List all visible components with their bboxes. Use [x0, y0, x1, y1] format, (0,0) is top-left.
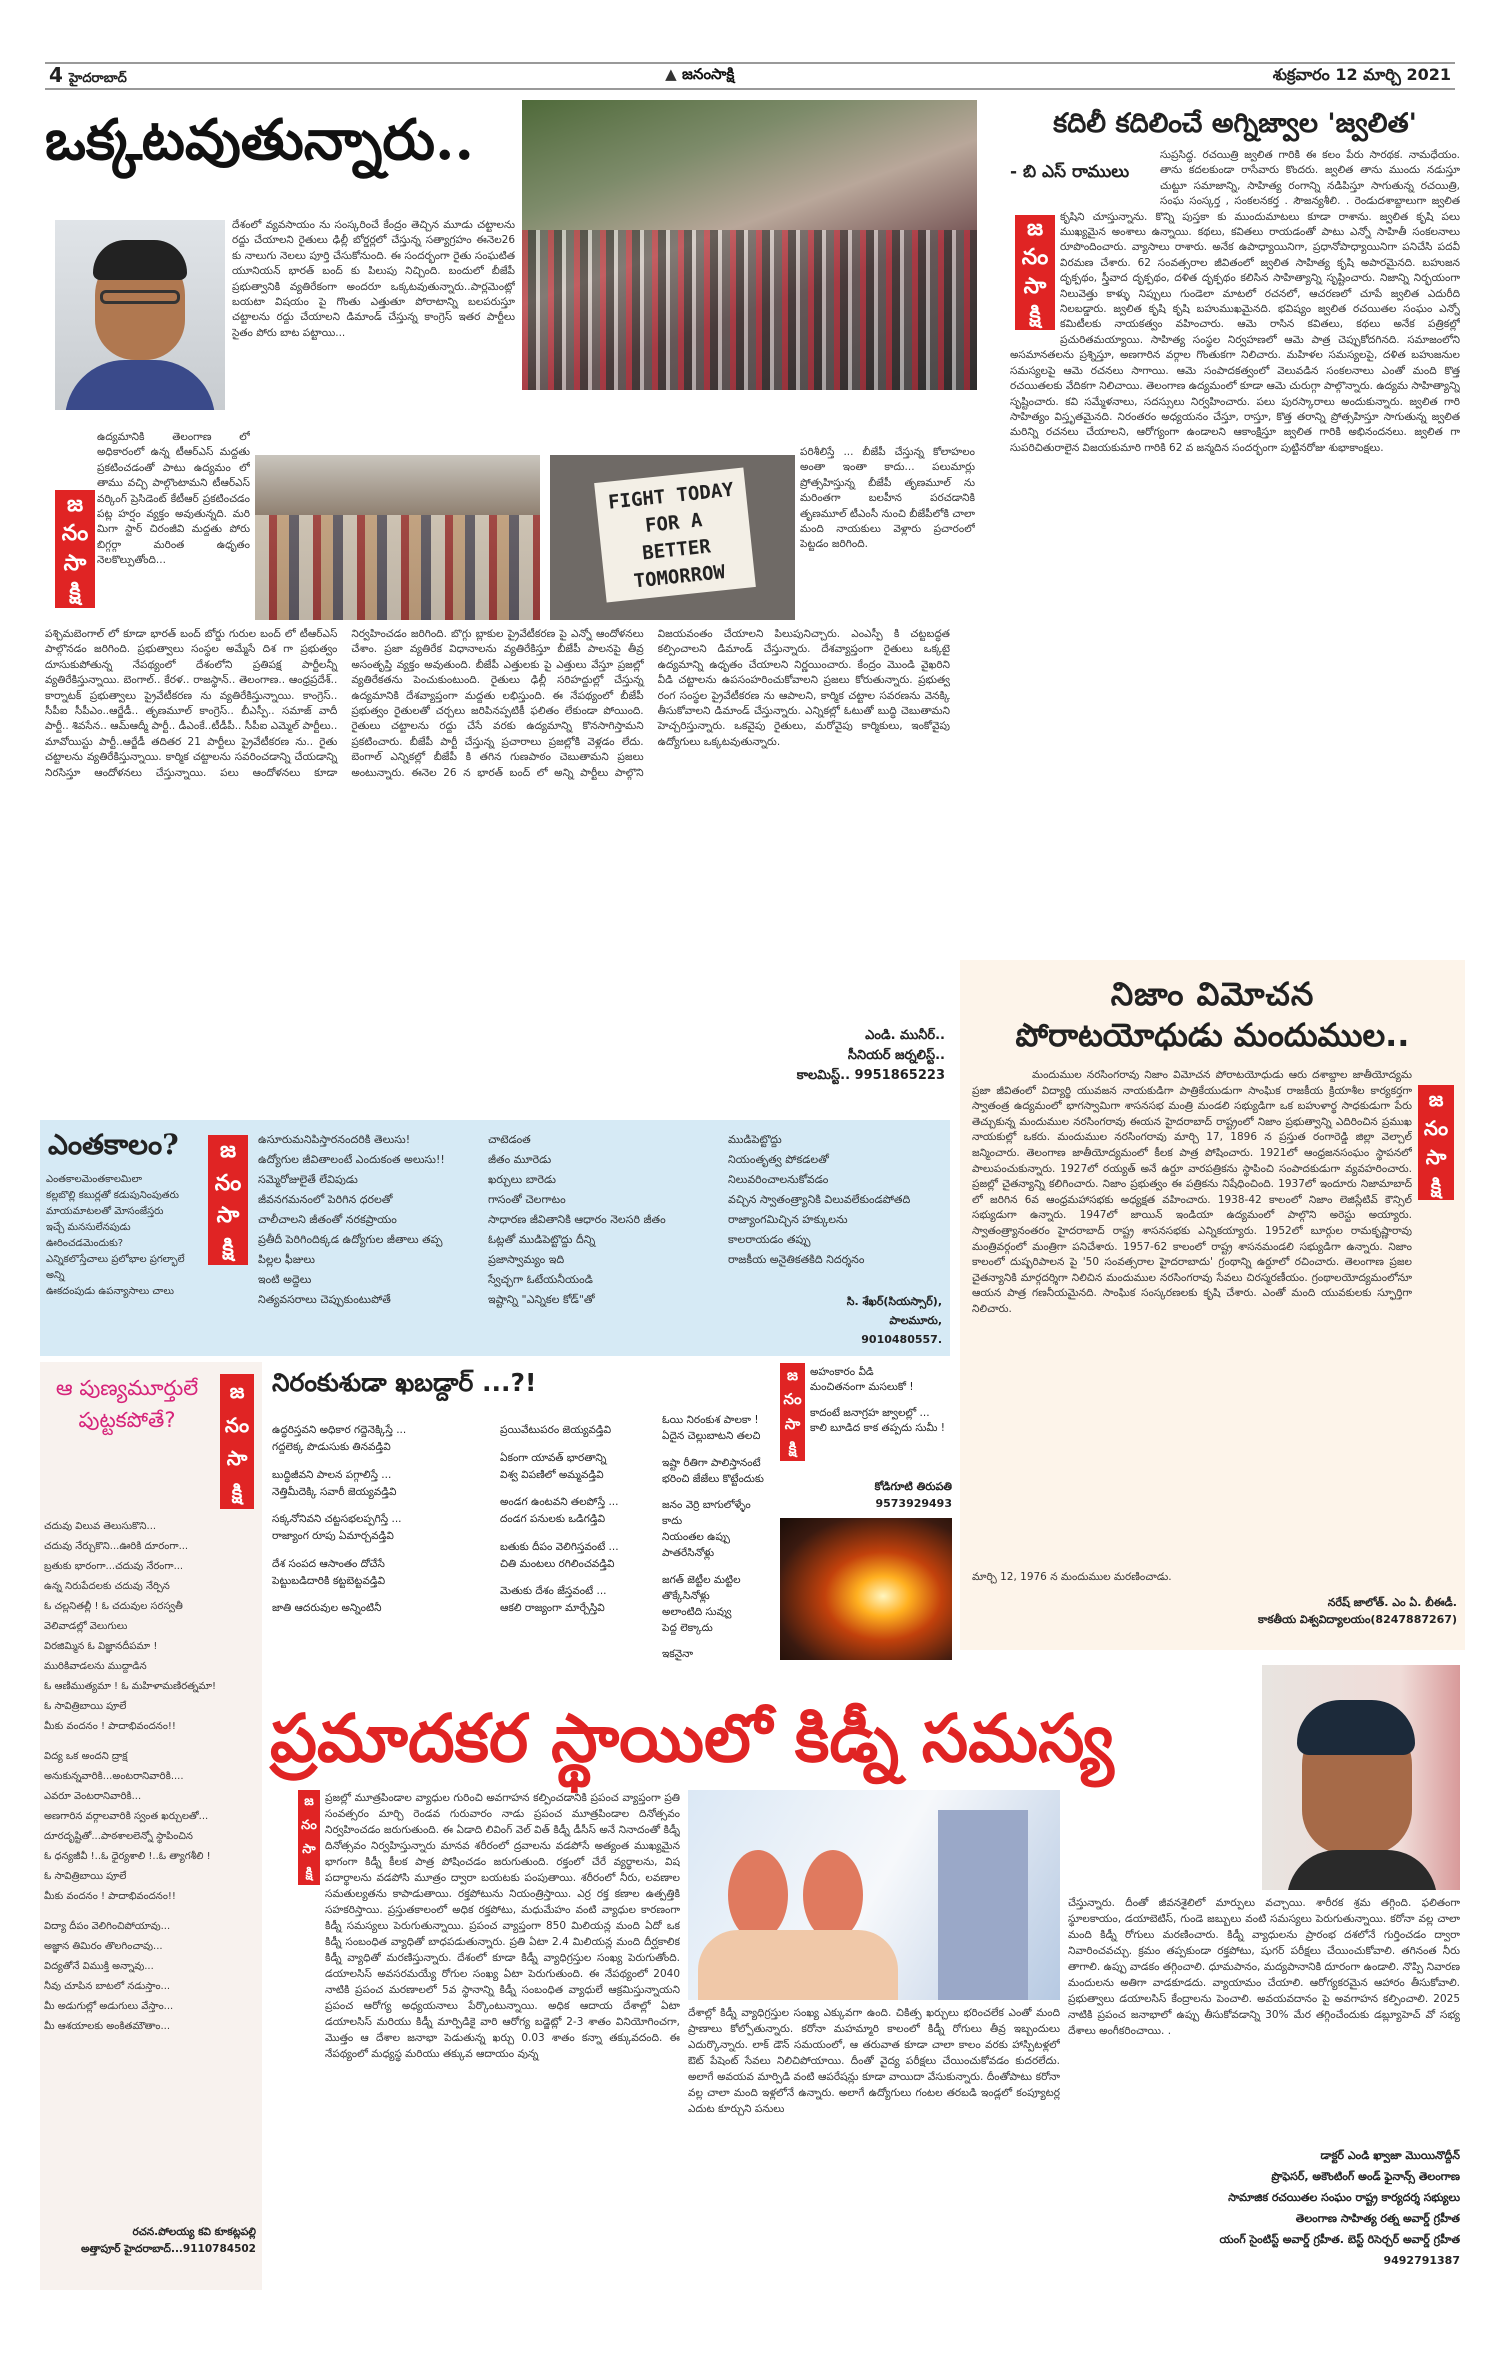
poem-line: అణగారిన వర్గాలవారికి స్వంత ఖర్చులతో... [44, 1811, 209, 1822]
poem-nirankusuda-title: నిరంకుశుడా ఖబడ్దార్ ...?! [272, 1368, 537, 1397]
protesting-women-photo [255, 455, 540, 620]
jwalitha-byline: - బి ఎస్ రాములు [1010, 162, 1130, 182]
poem-line [44, 1737, 259, 1747]
protest-sign-photo [550, 455, 795, 620]
author-photo [55, 220, 225, 410]
poem-line: విరజిమ్మిన ఓ విజ్ఞానదీపమా ! [44, 1641, 158, 1652]
poem-line [272, 1501, 494, 1512]
poem-line: మీ అడుగుల్లో అడుగులు వేస్తాం... [44, 2001, 174, 2012]
poem-line: ఉద్ధరిస్తవని అధికార గద్దెనెక్కిస్తే ... [272, 1424, 407, 1436]
poem-enthakalam-col3: చాటెడంత జీతం మూరెడు ఖర్చులు బారెడు గాసంతో చెలగాటం సాధారణ జీవితానికి ఆధారం నెలసరి జీతం ఓట్లతో ముడిపెట్టొద్దు దీన్ని ప్రజాస్వామ్యం ఇది స్వేచ్ఛగా ఓటేయనీయండి ఇష్టాన్ని "ఎన్నికల కోడ్"తో [488, 1133, 666, 1306]
poem-line: అహంకారం వీడి [810, 1366, 874, 1378]
poem-line: వెలివాడల్లో వెలుగులు [44, 1621, 128, 1632]
poem-nirankusuda-signature: కోడిగూటి తిరుపతి 9573929493 [874, 1480, 952, 1510]
poem-line: బతుకు దీపం వెలిగిస్తవంటే ... [500, 1540, 619, 1553]
poem-line: మీకు వందనం ! పాదాభివందనం!! [44, 1891, 176, 1902]
poem-punyamurthule-signature: రచన.పోలయ్య కవి కూకట్లపల్లి అత్తాపూర్ హైదరాబాద్...9110784502 [81, 2226, 256, 2255]
poem-line [272, 1456, 494, 1467]
poem-line: కాలి బూడిద కాక తప్పదు సుమీ ! [810, 1421, 946, 1434]
masthead-logo-icon: ▲ [665, 65, 677, 83]
poem-line: పెద్ద లెక్కాదు [662, 1621, 713, 1634]
poem-line [662, 1487, 774, 1498]
janam-sakshi-tag: జ నం సా క్షి [1418, 1085, 1454, 1200]
poem-enthakalam-title: ఎంతకాలం? [48, 1128, 179, 1161]
issue-date: శుక్రవారం 12 మార్చి 2021 [1272, 64, 1451, 84]
farmers-body-intro: దేశంలో వ్యవసాయం ను సంస్కరించే కేంద్రం తెచ్చిన మూడు చట్టాలను రద్దు చేయాలని రైతులు ఢిల్లీ బోర్డర్లలో చేస్తున్న సత్యాగ్రహం ఈనెల26 కు నాలుగు నెలలు పూర్తి చేసుకోనుంది. ఈ సందర్భంగా రైతు సంఘటిత యూనియన్ భారత్ బంద్ కు పిలుపు నిచ్చింది. బందులో బీజేపీ ప్రభుత్వానికి వ్యతిరేకంగా అందరూ ఒక్కటవుతున్నారు..పార్లమెంట్లో బయటా విషయం పై గొంతు ఎత్తుతూ పోరాటాన్ని బలపరుస్తూ చట్టాలను రద్దు చేయాలని డిమాండ్ చేస్తున్న కాంగ్రెస్ ఇతర పార్టీలు సైతం పోరు బాట పట్టాయి... [232, 219, 515, 339]
janam-sakshi-tag: జ నం సా క్షి [220, 1374, 254, 1509]
poem-line: ఇకనైనా [662, 1648, 693, 1660]
poem-line: పెట్టుబడిదారికి కట్టబెట్టవడ్తివి [272, 1574, 386, 1587]
poem-line: ఓ ఆణిముత్యమా ! ఓ మహిళామణిరత్నమా! [44, 1681, 217, 1692]
kidney-illustration [688, 1790, 1060, 2000]
poem-line: తొక్కేసినోళ్లు [662, 1589, 710, 1602]
nizam-headline-line1: నిజాం విమోచన [1110, 975, 1315, 1013]
poem-line: మంచితనంగా మసలుకో ! [810, 1381, 914, 1393]
protest-fire-photo [780, 1518, 952, 1660]
bike-rally-photo [522, 100, 977, 390]
masthead [665, 65, 734, 87]
poem-line: దండగ పనులకు ఒడిగడ్తివి [500, 1513, 606, 1525]
poem-line [272, 1545, 494, 1556]
poem-punyamurthule-title: ఆ పుణ్యమూర్తులే పుట్టకపోతే? [55, 1376, 199, 1432]
poem-line [44, 1907, 259, 1917]
poem-line: బుద్ధిజీవని పాలన పగ్గాలిస్తే ... [272, 1468, 392, 1481]
poem-line: చదువు విలువ తెలుసుకొని... [44, 1521, 157, 1532]
jwalitha-body-wrap [1010, 148, 1460, 943]
poem-line: బ్రతుకు భారంగా...చదువు నేరంగా... [44, 1561, 184, 1572]
poem-enthakalam-col4: ముడిపెట్టొద్దు నియంతృత్వ పోకడలతో నిలువరించాలనుకోవడం వచ్చిన స్వాతంత్ర్యానికి విలువలేకుండపోతది రాజ్యాంగమిచ్చిన హక్కులను కాలరాయడం తప్పు రాజకీయ అనైతికతకిది నిదర్శనం [728, 1133, 911, 1266]
poem-enthakalam-signature: సి. శేఖర్(సియస్సార్), పాలమూరు, 9010480557. [846, 1295, 942, 1346]
poem-line: ఏకంగా యావత్ భారతాన్ని [500, 1451, 607, 1464]
byline-spacer [1010, 148, 1160, 206]
poem-line [500, 1573, 655, 1584]
farmers-body-main: పశ్చిమబెంగాల్ లో కూడా భారత్ బంద్ బోర్డు గురుల బంద్ లో టీఆర్ఎస్ పాల్గొనడం జరిగింది. ప్రభుత్వాలు సంస్థల అమ్మేసే దిశ గా ప్రభుత్వం దూసుకుపోతున్న నేపథ్యంలో దేశంలోని ప్రతిపక్ష పార్టీలన్నీ వ్యతిరేకిస్తున్నాయి. బెంగాల్.. కేరళ.. రాజస్థాన్.. తెలంగాణ.. ఆంధ్రప్రదేశ్.. కార్నాటక్ ప్రభుత్వాలు ప్రైవేటీకరణ ను వ్యతిరేకిస్తున్నాయి. కాంగ్రెస్.. సీపీఐ సీపీఎం..ఆర్జేడీ.. తృణమూల్ కాంగ్రెస్.. బీఎస్పీ.. సమాజ్ వాదీ పార్టీ.. శివసేన.. ఆమ్ఆద్మీ పార్టీ.. డీఎంకే..టీడీపీ.. సీపీఐ ఎమ్మెల్ పార్టీలు.. మావోయిస్టు పార్టీ..ఆర్జేడీ తదితర 21 పార్టీలు ప్రైవేటీకరణ ను.. రైతు చట్టాలను వ్యతిరేకిస్తున్నాయి. కార్మిక చట్టాలను సవరించడాన్ని చేయడాన్ని నిరసిస్తూ ఆందోళనలు చేస్తున్నాయి. పలు ఆందోళనలు కూడా నిర్వహించడం జరిగింది. బొగ్గు బ్లాకుల ప్రైవేటీకరణ పై ఎన్నో ఆందోళనలు చేశాం. ప్రజా వ్యతిరేక విధానాలను వ్యతిరేకిస్తూ బీజేపీ పాలనపై తీవ్ర అసంతృప్తి వ్యక్తం అవుతుంది. బీజేపీ ఎత్తులకు పై ఎత్తులు వేస్తూ ప్రజల్లో వ్యతిరేకతను పెంచుకుంటుంది. రైతులు ఢిల్లీ సరిహద్దుల్లో చేస్తున్న ఉద్యమానికి దేశవ్యాప్తంగా మద్దతు లభిస్తుంది. ఈ నేపథ్యంలో బీజేపీ ప్రభుత్వం రైతులతో చర్చలు జరిపినప్పటికీ ఫలితం లేకుండా పోయింది. రైతులు చట్టాలను రద్దు చేసే వరకు ఉద్యమాన్ని కొనసాగిస్తామని ప్రకటించారు. బీజేపీ పార్టీ చేస్తున్న ప్రచారాలు ప్రజల్లోకి వెళ్లడం లేదు. బెంగాల్ ఎన్నికల్లో బీజేపీ కి తగిన గుణపాఠం చెబుతామని ప్రజలు అంటున్నారు. ఈనెల 26 న భారత్ బంద్ లో అన్ని పార్టీలు పాల్గొని విజయవంతం చేయాలని పిలుపునిచ్చారు. ఎంఎస్పీ కి చట్టబద్ధత కల్పించాలని డిమాండ్ చేస్తున్నారు. దేశవ్యాప్తంగా రైతులు ఒక్కటై ఉద్యమాన్ని ఉధృతం చేయాలని నిర్ణయించారు. కేంద్రం మొండి వైఖరిని వీడి చట్టాలను ఉపసంహరించుకోవాలని ప్రజలు కోరుతున్నారు. ప్రభుత్వ రంగ సంస్థల ప్రైవేటీకరణ ను ఆపాలని, కార్మిక చట్టాల సవరణను వెనక్కి తీసుకోవాలని డిమాండ్ చేస్తున్నారు. ఎన్నికల్లో ఓటుతో బుద్ధి చెబుతామని హెచ్చరిస్తున్నారు. ఒకవైపు రైతులు, మరోవైపు కార్మికులు, ఇంకోవైపు ఉద్యోగులు ఒక్కటవుతున్నారు. [45, 628, 950, 779]
farmers-body-bengal: పరిశీలిస్తే ... బీజేపీ చేస్తున్న కోలాహలం అంతా ఇంతా కాదు... పలుమార్లు ప్రోత్సహిస్తున్న బీజేపీ తృణమూల్ ను మరింతగా బలహీన పరచడానికి తృణమూల్ టీఎంసీ నుంచి బీజేపీలోకి చాలా మంది నాయకులు వెళ్లారు ప్రచారంలో పెట్టడం జరిగింది. [800, 446, 975, 551]
poem-line: మెతుకు దేశం జేస్తవంటే ... [500, 1585, 607, 1597]
poem-line: నీవు చూపిన బాటలో నడుస్తాం... [44, 1981, 171, 1992]
poem-line: అనుకున్నవారికి...అంటరానివారికి.... [44, 1771, 184, 1782]
farmers-headline: ఒక్కటవుతున్నారు.. [45, 107, 474, 173]
masthead-name: జనంసాక్షి [681, 65, 735, 83]
janam-sakshi-tag: జ నం సా క్షి [780, 1363, 805, 1461]
poem-line: రాజ్యాంగ రూపు ఏమార్చవడ్తివి [272, 1530, 394, 1542]
poem-line: పాతరేసినోళ్లు [662, 1547, 715, 1559]
poem-line: ఓ ధన్యజీవీ !..ఓ ధైర్యశాలి !..ఓ త్యాగశీలి ! [44, 1851, 211, 1862]
janam-sakshi-tag: జ నం సా క్షి [208, 1135, 248, 1265]
kidney-body-col2: దేశాల్లో కిడ్నీ వ్యాధిగ్రస్తుల సంఖ్య ఎక్కువగా ఉంది. చికిత్స ఖర్చులు భరించలేక ఎంతో మంది ప్రాణాలు కోల్పోతున్నారు. కరోనా మహమ్మారి కాలంలో కిడ్నీ రోగులు తీవ్ర ఇబ్బందులు ఎదుర్కొన్నారు. లాక్ డౌన్ సమయంలో, ఆ తరువాత కూడా చాలా కాలం వరకు హాస్పిటళ్లలో ఔట్ పేషెంట్ సేవలు నిలిచిపోయాయి. దీంతో వైద్య పరీక్షలు చేయించుకోవడం కుదరలేదు. అలాగే అవయవ మార్పిడి వంటి ఆపరేషన్లు కూడా వాయిదా వేసుకున్నారు. దీంతోపాటు కరోనా వల్ల చాలా మంది ఇళ్లలోనే ఉన్నారు. అలాగే ఉద్యోగులు గంటల తరబడి ఇండ్లలో కంప్యూటర్ల ఎదుట కూర్చుని పనులు [688, 2007, 1060, 2115]
poem-line: చితి మంటలు రగిలించవడ్తివి [500, 1557, 615, 1570]
poem-nirankusuda-col3 [662, 1412, 774, 1662]
poem-line [272, 1590, 494, 1601]
poem-line: ఓ సావిత్రిబాయి పూలే [44, 1871, 127, 1882]
poem-line: మీ ఆశయాలకు అంకితమౌతాం... [44, 2021, 171, 2032]
poem-line: అలాంటిది సువ్వు [662, 1605, 732, 1618]
jwalitha-headline: కదిలీ కదిలించే అగ్నిజ్వాల 'జ్వలిత' [1053, 108, 1417, 139]
poem-line: ఎవరూ వెంటరానివారికి... [44, 1791, 142, 1802]
poem-line: జాతి ఆదరువుల అన్నింటినీ [272, 1602, 382, 1614]
jwalitha-body: సుప్రసిద్ధ. రచయిత్రి జ్వలిత గారికి ఈ కలం పేరు సారథక. నామధేయం. తాను కదలకుండా రాసేవారు కొందరు. జ్వలిత తాను ముందు నడుస్తూ చుట్టూ సమాజాన్ని, సాహిత్య రంగాన్ని నడిపిస్తూ సాగుతున్న రచయిత్రి, సంఘ సంస్కర్త , సంకలనకర్త . సౌజన్యశీలి. . రెండుదశాబ్దాలుగా జ్వలిత కృషిని చూస్తున్నాను. కొన్ని పుస్తకా కు ముందుమాటలు కూడా రాశాను. జ్వలిత కృషి పలు ముఖ్యమైన అంశాలు ఉన్నాయి. కథలు, కవితలు రాయడంతో పాటు ఎన్నో సాహితీ సంకలనాలు రూపొందించారు. వ్యాసాలు రాశారు. అనేక ఉపాధ్యాయినిగా, ప్రధానోపాధ్యాయినిగా పనిచేసి పదవీ విరమణ చేశారు. 62 సంవత్సరాల జీవితంలో జ్వలిత సాహిత్య కృషి అపారమైనది. బహుజన దృక్పథం, స్త్రీవాద దృక్పథం, దళిత దృక్పథం కలిసిన సాహిత్యాన్ని సృష్టించారు. నిజాన్ని నిర్భయంగా నిలువెత్తు కాళ్ళు నిప్పులు గుండెలా మాటలో రచనలో, ఆచరణలో చూపే జ్వలిత ఎదురీది నిలబడ్డారు. జ్వలిత కృషి కృషి బహుముఖమైనది. భవిష్యం జ్వలిత రచయితల సంఘం ఎన్నో కమిటీలకు నాయకత్వం వహించారు. ఆమె రాసిన కవితలు, కథలు అనేక పత్రికల్లో ప్రచురితమయ్యాయి. సాహిత్య సంస్థల నిర్వహణలో ఆమె పాత్ర చెప్పుకోదగినది. సమాజంలోని అసమానతలను ప్రశ్నిస్తూ, అణగారిన వర్గాల గొంతుకగా నిలిచారు. మహిళల సమస్యలపై, దళిత బహుజనుల సమస్యలపై ఆమె రచనలు సాగాయి. ఆమె సంపాదకత్వంలో వెలువడిన సంకలనాలు ఎంతో మంది కొత్త రచయితలకు వేదికగా నిలిచాయి. తెలంగాణ ఉద్యమంలో కూడా ఆమె చురుగ్గా పాల్గొన్నారు. ఉద్యమ సాహిత్యాన్ని సృష్టించారు. కవి సమ్మేళనాలు, సదస్సులు నిర్వహించారు. పలు పురస్కారాలు అందుకున్నారు. జ్వలిత గారి సాహిత్యం విస్తృతమైనది. నిరంతరం అధ్యయనం చేస్తూ, రాస్తూ, కొత్త తరాన్ని ప్రోత్సహిస్తూ సాగుతున్న జ్వలిత మరిన్ని రచనలు చేయాలని, ఆరోగ్యంగా ఉండాలని ఆకాంక్షిస్తూ జ్వలిత గారికి అభినందనలు. జ్వలిత గా సుపరిచితురాలైన విజయకుమారి గారికి 62 వ జన్మదిన సందర్భంగా పుట్టినరోజు శుభాకాంక్షలు. [1010, 149, 1460, 454]
nizam-article-box [960, 960, 1465, 1650]
poem-nirankusuda-col1 [272, 1422, 494, 1617]
author-photo [1262, 1665, 1460, 1890]
poem-line: మీకు వందనం ! పాదాభివందనం!! [44, 1721, 176, 1732]
poem-enthakalam-col1: ఎంతకాలమెంతకాలమిలా కల్లబొల్లి కబుర్లతో కడుపునింపుతరు మాయమాటలతో మోసంజేస్తరు ఇచ్చే మనసులేనపుడు ఊరించడమెందుకు? ఎన్నికలొస్తేచాలు ప్రలోభాల ప్రగల్భాలే అన్ని ఊకదంపుడు ఉపన్యాసాలు చాలు [46, 1174, 185, 1297]
poem-enthakalam-col2: ఉసూరుమనిపిస్తారనందరికి తెలుసు! ఉద్యోగుల జీవితాలంటే ఎందుకంత అలుసు!! సమ్మెరోజులైతే లేవిపుడు జీవనగమనంలో పెరిగిన ధరలతో చాలీచాలని జీతంతో నరకప్రాయం ప్రతీదీ పెరిగిందిక్కడ ఉద్యోగుల జీతాలు తప్ప పిల్లల ఫీజులు ఇంటి అద్దెలు నిత్యవసరాలు చెప్పుకుంటుపోతే [258, 1133, 445, 1306]
poem-punyamurthule-lines [44, 1517, 259, 2037]
poem-line [662, 1636, 774, 1647]
kidney-signature: డాక్టర్ ఎండి ఖ్వాజా మొయినొద్దీన్ ప్రొఫెసర్, అకౌంటింగ్ అండ్ ఫైనాన్స్ తెలంగాణ సామాజిక రచయితల సంఘం రాష్ట్ర కార్యదర్శ సభ్యులు తెలంగాణ సాహిత్య రత్న అవార్డ్ గ్రహీత యంగ్ సైంటిస్ట్ అవార్డ్ గ్రహీత. బెస్ట్ రిసెర్చర్ అవార్డ్ గ్రహీత 9492791387 [1219, 2149, 1460, 2267]
nizam-headline-line2: పోరాటయోధుడు మందుముల.. [1015, 1016, 1410, 1054]
farmers-body-support: ఉద్యమానికి తెలంగాణ లో అధికారంలో ఉన్న టీఆర్ఎస్ మద్దతు ప్రకటించడంతో పాటు ఉద్యమం లో తాము వచ్చి పాల్గొంటామని టీఆర్ఎస్ వర్కింగ్ ప్రెసిడెంట్ కేటీఆర్ ప్రకటించడం పట్ల హర్షం వ్యక్తం అవుతున్నది. మరి మిగా స్టార్ చిరంజీవి మద్దతు పోరు బిగ్గర్గా మరింత ఉధృతం నెలకొల్పుతోంది... [97, 431, 250, 567]
poem-line [500, 1439, 655, 1450]
janam-sakshi-tag: జ నం సా క్షి [298, 1790, 320, 1885]
page-header [45, 62, 1455, 90]
poem-line [662, 1561, 774, 1572]
poem-line [810, 1395, 952, 1406]
poem-line: దేశ సంపద ఆసాంతం దోచేసే [272, 1557, 385, 1570]
poem-line: నియంతల ఉప్పు [662, 1531, 730, 1543]
poem-line: ఉన్న నిరుపేదలకు చదువు నేర్పిన [44, 1581, 170, 1592]
kidney-body-col3: చేస్తున్నారు. దీంతో జీవనశైలిలో మార్పులు వచ్చాయి. శారీరక శ్రమ తగ్గింది. ఫలితంగా స్థూలకాయం, డయాబెటిస్, గుండె జబ్బులు వంటి సమస్యలు పెరుగుతున్నాయి. కరోనా వల్ల చాలా మంది కిడ్నీ రోగులు మరణించారు. కిడ్నీ వ్యాధులను ప్రారంభ దశలోనే గుర్తించడం ద్వారా నివారించవచ్చు. క్రమం తప్పకుండా రక్తపోటు, షుగర్ పరీక్షలు చేయించుకోవాలి. తగినంత నీరు తాగాలి. ఉప్పు వాడకం తగ్గించాలి. ధూమపానం, మద్యపానానికి దూరంగా ఉండాలి. నొప్పి నివారణ మందులను అతిగా వాడకూడదు. వ్యాయామం చేయాలి. ఆరోగ్యకరమైన ఆహారం తీసుకోవాలి. ప్రభుత్వాలు డయాలసిస్ కేంద్రాలను పెంచాలి. అవయవదానం పై అవగాహన కల్పించాలి. 2025 నాటికి ప్రపంచ జనాభాలో ఉప్పు తీసుకోవడాన్ని 30% మేర తగ్గించేందుకు డబ్ల్యూహెచ్ వో సభ్య దేశాలు అంగీకరించాయి. . [1068, 1897, 1460, 2037]
page-number: 4 [49, 63, 63, 87]
poem-line: ఇష్టా రీతిగా పాలిస్తానంటే [662, 1456, 761, 1469]
edition-location: హైదరాబాద్ [68, 71, 127, 86]
protest-sign-text: FIGHT TODAY FOR A BETTER TOMORROW [594, 467, 756, 602]
poem-line: చదువు నేర్చుకొని...ఊరికి దూరంగా... [44, 1541, 189, 1552]
poem-line: ఆకలి రాజ్యంగా మార్చేస్తివి [500, 1602, 605, 1614]
poem-line [500, 1484, 655, 1495]
poem-line: ఓ సావిత్రిబాయి పూలే [44, 1701, 127, 1712]
nizam-closing: మార్చి 12, 1976 న మందుముల మరణించాడు. [972, 1571, 1172, 1583]
kidney-body-col1: ప్రజల్లో మూత్రపిండాల వ్యాధుల గురించి అవగాహన కల్పించడానికి ప్రపంచ వ్యాప్తంగా ప్రతి సంవత్సరం మార్చి రెండవ గురువారం నాడు ప్రపంచ మూత్రపిండాల దినోత్సవం నిర్వహించడం జరుగుతుంది. ఈ ఏడాది లివింగ్ వెల్ విత్ కిడ్నీ డీసీస్ అనే నినాదంతో కిడ్నీ దినోత్సవం నిర్వహిస్తున్నారు మానవ శరీరంలో ద్రవాలను వడపోసే అత్యంత ముఖ్యమైన భాగంగా కిడ్నీ కీలక పాత్ర పోషించడం జరుగుతుంది. రక్తంలో చేరే వ్యర్థాలను, విష పదార్థాలను వడపోసి మూత్రం ద్వారా బయటకు పంపుతాయి. శరీరంలో నీరు, లవణాల సమతుల్యతను కాపాడుతాయి. రక్తపోటును నియంత్రిస్తాయి. ఎర్ర రక్త కణాల ఉత్పత్తికి సహకరిస్తాయి. ప్రస్తుతకాలంలో అధిక రక్తపోటు, మధుమేహం వంటి వ్యాధుల కారణంగా కిడ్నీ సమస్యలు పెరుగుతున్నాయి. ప్రపంచ వ్యాప్తంగా 850 మిలియన్ల మంది ఏదో ఒక కిడ్నీ సంబంధిత వ్యాధితో బాధపడుతున్నారు. ప్రతి ఏటా 2.4 మిలియన్ల మంది దీర్ఘకాలిక కిడ్నీ వ్యాధితో మరణిస్తున్నారు. దేశంలో కూడా కిడ్నీ వ్యాధిగ్రస్తుల సంఖ్య పెరుగుతోంది. డయాలసిస్ అవసరమయ్యే రోగుల సంఖ్య ఏటా పెరుగుతుంది. ఈ నేపథ్యంలో 2040 నాటికి ప్రపంచ మరణాలలో 5వ స్థానాన్ని కిడ్నీ సంబంధిత వ్యాధులే ఆక్రమిస్తున్నాయని ప్రపంచ ఆరోగ్య అధ్యయనాలు పేర్కొంటున్నాయి. అధిక ఆదాయ దేశాల్లో ఏటా డయాలసిస్ మరియు కిడ్నీ మార్పిడికై వారి ఆరోగ్య బడ్జెట్లో 2-3 శాతం వినియోగించగా, మొత్తం ఆ దేశాల జనాభా పెడుతున్న ఖర్చు 0.03 శాతం కన్నా తక్కువదంది. ఈ నేపథ్యంలో మధ్యస్థ మరియు తక్కువ ఆదాయం వున్న [325, 1792, 680, 2060]
tag-spacer [1010, 206, 1060, 336]
poem-line: గద్దలెక్క పొడుసుకు తినవడ్తివి [272, 1441, 391, 1453]
poem-line: అండగ ఉంటవని తలపోస్తే ... [500, 1496, 619, 1508]
kidney-headline: ప్రమాదకర స్థాయిలో కిడ్నీ సమస్య [270, 1700, 1114, 1777]
poem-line: విద్య ఒక అందని ద్రాక్ష [44, 1751, 128, 1762]
janam-sakshi-tag: జ నం సా క్షి [55, 490, 95, 608]
poem-nirankusuda-col2 [500, 1422, 655, 1617]
poem-line: విద్యతోనే విముక్తి అన్నావు... [44, 1961, 154, 1972]
poem-enthakalam-box [40, 1120, 950, 1356]
poem-line: భరించి జేజేలు కొట్టేందుకు [662, 1472, 764, 1485]
poem-line: కాదంటే జనాగ్రహ జ్వాలల్లో ... [810, 1406, 930, 1419]
poem-line: సక్కనోనివని చట్టసభలప్పగిస్తే ... [272, 1513, 402, 1525]
nizam-signature: నరేష్ జాలోత్. ఎం ఏ. బీఈడీ. కాకతీయ విశ్వవిద్యాలయం(8247887267) [1258, 1596, 1457, 1626]
poem-punyamurthule-box [40, 1362, 262, 2290]
poem-line: ఓ చల్లనితల్లీ ! ఓ చదువుల సరస్వతీ [44, 1601, 183, 1612]
poem-nirankusuda-col4 [810, 1365, 952, 1436]
poem-line [500, 1528, 655, 1539]
farmers-signature: ఎండి. మునీర్.. సీనియర్ జర్నలిస్ట్.. కాలమిస్ట్.. 9951865223 [796, 1028, 945, 1083]
poem-line: నెత్తిమీదెక్కి సవారీ జెయ్యవడ్తివి [272, 1485, 397, 1498]
poem-line [662, 1444, 774, 1455]
poem-line: జగత్ జెట్టీల మట్టిల [662, 1573, 741, 1586]
poem-line: దూరదృష్టితో...పాఠశాలలెన్నో స్థాపించిన [44, 1831, 193, 1842]
janam-sakshi-tag: జ నం సా క్షి [1015, 215, 1055, 330]
nizam-body: మందుముల నరసింగరావు నిజాం విమోచన పోరాటయోధుడు ఆరు దశాబ్దాల జాతీయోద్యమ ప్రజా జీవితంలో విద్యార్థి యువజన నాయకుడిగా పాత్రికేయుడుగా సాంఘిక రాజకీయ క్రియాశీల కార్యకర్తగా స్వాతంత్ర ఉద్యమంలో భాగస్వామిగా శాసనసభ మంత్రి మండలి సభ్యుడిగా ఒక బహుళార్థ సాధకుడుగా పేరు తెచ్చుకున్న మందుముల నరసింగరావు ఈయన హైదరాబాద్ రాష్ట్రంలో నిజాం ప్రభుత్వాన్ని ఎదిరించిన ప్రముఖ నాయకుల్లో ఒకరు. మందుముల నరసింగరావు మార్చి 17, 1896 న ప్రస్తుత రంగారెడ్డి జిల్లా వెల్చాల్ జన్మించారు. తెలంగాణ జాతీయోద్యమంలో కీలక పాత్ర పోషించారు. 1921లో ఆంధ్రజనసంఘం స్థాపనలో పాలుపంచుకున్నారు. 1927లో రయ్యత్ అనే ఉర్దూ వారపత్రికను స్థాపించి సంపాదకుడుగా వ్యవహరించారు. ప్రజల్లో చైతన్యాన్ని కలిగించారు. నిజాం ప్రభుత్వం ఈ పత్రికను నిషేధించింది. 1937లో ఇందూరు నిజామాబాద్ లో జరిగిన 6వ ఆంధ్రమహాసభకు అధ్యక్షత వహించారు. 1938-42 కాలంలో నిజాం లెజిస్లేటివ్ కౌన్సిల్ సభ్యుడుగా ఉన్నారు. 1947లో జాయిన్ ఇండియా ఉద్యమంలో పాల్గొని అరెస్టు అయ్యారు. స్వాతంత్ర్యానంతరం హైదరాబాద్ రాష్ట్ర శాసనసభకు ఎన్నికయ్యారు. 1952లో బూర్గుల రామకృష్ణారావు మంత్రివర్గంలో మంత్రిగా పనిచేశారు. 1957-62 కాలంలో రాష్ట్ర శాసనమండలి సభ్యుడిగా ఉన్నారు. నిజాం కాలంలో దుష్పరిపాలన పై '50 సంవత్సరాల హైదరాబాదు' గ్రంథాన్ని ఉర్దూలో రచించారు. తెలంగాణ ప్రజల చైతన్యానికి మార్గదర్శిగా నిలిచిన మందుముల నరసింగరావు సేవలు చిరస్మరణీయం. గ్రంథాలయోద్యమంలోనూ ఆయన పాత్ర గణనీయమైనది. సాంఘిక సంస్కరణలకు కృషి చేశారు. ఎంతో మంది యువకులకు స్ఫూర్తిగా నిలిచారు. [972, 1069, 1412, 1315]
poem-line: మురికివాడలను ముద్దాడిన [44, 1661, 147, 1672]
poem-line: ఓయి నిరంకుశ పాలకా ! [662, 1414, 759, 1426]
poem-line: ఏదైన చెల్లుబాటని తలచి [662, 1430, 761, 1442]
poem-line: విద్యా దీపం వెలిగించిపోయావు... [44, 1921, 171, 1932]
poem-line: ప్రయివేటుపరం జెయ్యవడ్తివి [500, 1424, 612, 1436]
poem-line: అజ్ఞాన తిమిరం తొలగించావు... [44, 1941, 163, 1952]
poem-line: జనం వెర్రి బాగులోళ్ళేం కాదు [662, 1499, 751, 1527]
poem-line: విశ్వ విపణిలో అమ్మవడ్తివి [500, 1468, 604, 1481]
